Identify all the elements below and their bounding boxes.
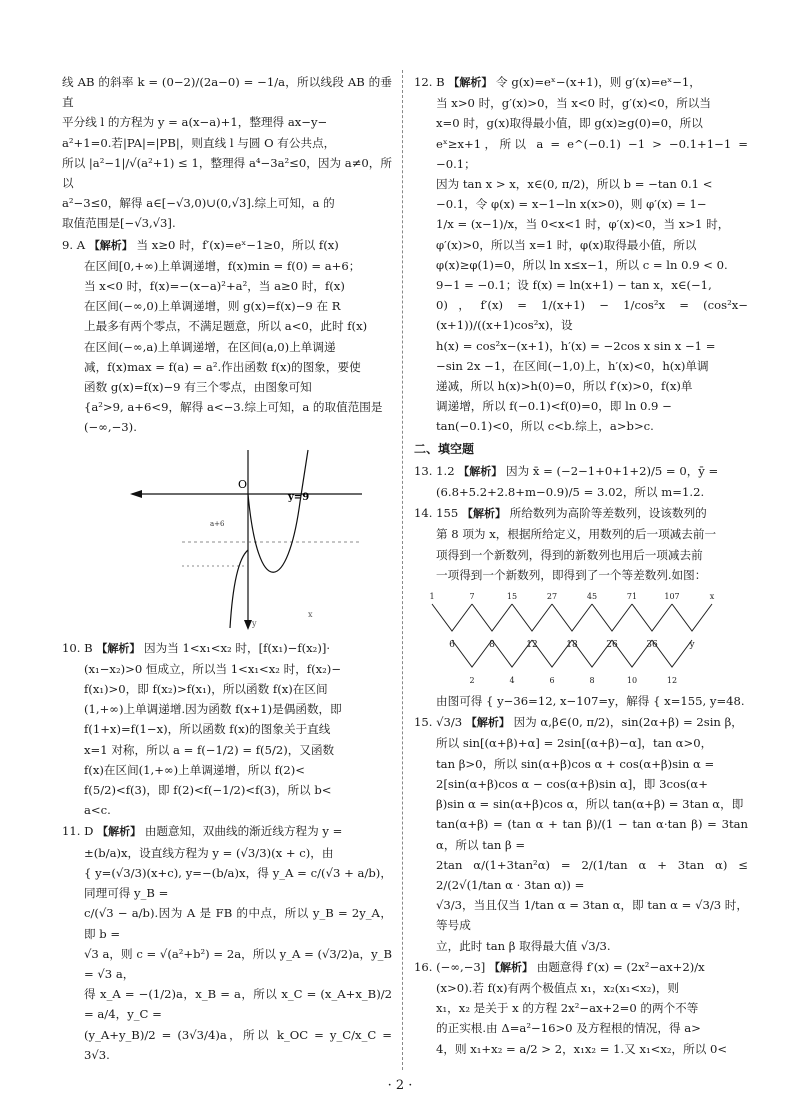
- sequence-value-r3: 6: [549, 676, 555, 686]
- text-line: 由图可得 { y−36=12, x−107=y，解得 { x=155, y=48.: [436, 694, 745, 709]
- text-line: { y=(√3/3)(x+c), y=−(b/a)x，得 y_A = c/(√3 + a/b)，同理可得 y_B =: [84, 865, 392, 901]
- answer-value: 1.2: [436, 463, 455, 478]
- difference-link: [452, 640, 492, 667]
- question-number: 16.: [414, 959, 433, 974]
- text-line: eˣ≥x+1，所以 a = e^(−0.1) −1 > −0.1+1−1 = −0.1；: [436, 136, 748, 171]
- q16-first-line: [414, 957, 748, 978]
- text-line: f(1+x)=f(1−x)，所以函数 f(x)的图象关于直线: [84, 722, 331, 737]
- text-line: φ′(x)>0，所以当 x=1 时，φ(x)取得最小值，所以: [436, 237, 697, 252]
- q15-first-line: [414, 712, 748, 733]
- sequence-value-r1: 107: [664, 592, 680, 602]
- function-graph: [62, 442, 382, 632]
- answer-value: 155: [436, 506, 459, 521]
- q8-continuation: [62, 72, 392, 234]
- text-line: 项得到一个新数列，得到的新数列也用后一项减去前: [436, 547, 703, 562]
- question-11: [62, 821, 392, 1064]
- text-line: c/(√3 − a/b).因为 A 是 FB 的中点，所以 y_B = 2y_A，即 b =: [84, 906, 392, 941]
- text-line: 令 g(x)=eˣ−(x+1)，则 g′(x)=eˣ−1，: [496, 75, 701, 89]
- text-line: (1,+∞)上单调递增.因为函数 f(x+1)是偶函数，即: [84, 702, 342, 717]
- text-line: √3/3，当且仅当 1/tan α = 3tan α，即 tan α = √3/3 时，等号成: [436, 898, 748, 933]
- question-number: 13.: [414, 463, 433, 478]
- right-column: [414, 72, 748, 1060]
- analysis-tag: 【解析】: [465, 716, 510, 730]
- analysis-tag: 【解析】: [489, 960, 534, 974]
- q10-first-line: [62, 638, 392, 659]
- text-line: 2tan α/(1+3tan²α) = 2/(1/tan α + 3tan α) ≤ 2/(2√(1/tan α · 3tan α)) =: [436, 857, 748, 892]
- text-line: 1/x = (x−1)/x，当 0<x<1 时，φ′(x)<0，当 x>1 时，: [436, 217, 730, 232]
- question-number: 10.: [62, 640, 81, 655]
- text-line: ±(b/a)x，设直线方程为 y = (√3/3)(x + c)，由: [84, 845, 334, 860]
- answer-letter: B: [84, 640, 93, 655]
- difference-link: [512, 604, 552, 631]
- text-line: 的正实根.由 Δ=a²−16>0 及方程根的情况，得 a>: [436, 1021, 701, 1036]
- sequence-value-r2: 36: [646, 640, 658, 651]
- text-line: β)sin α = sin(α+β)cos α，所以 tan(α+β) = 3tan α，即: [436, 797, 744, 812]
- answer-letter: A: [76, 237, 86, 252]
- q12-first-line: [414, 72, 748, 93]
- sequence-value-r3: 2: [469, 676, 475, 686]
- sequence-value-r3: 4: [509, 676, 515, 686]
- sequence-value-r1: 1: [429, 592, 435, 602]
- text-line: tan β>0，所以 sin(α+β)cos α + cos(α+β)sin α =: [436, 756, 715, 771]
- text-line: a²−3≤0，解得 a∈[−√3,0)∪(0,√3].综上可知，a 的: [62, 196, 335, 211]
- sequence-value-r1: x: [709, 592, 715, 602]
- left-column: [62, 72, 392, 1066]
- text-line: 4，则 x₁+x₂ = a/2 > 2，x₁x₂ = 1.又 x₁<x₂，所以 0<: [436, 1041, 728, 1056]
- text-line: 2[sin(α+β)cos α − cos(α+β)sin α]，即 3cos(α+: [436, 776, 708, 791]
- difference-link: [592, 604, 632, 631]
- difference-link: [432, 604, 472, 631]
- text-line: 因为 x̄ = (−2−1+0+1+2)/5 = 0，ȳ =: [505, 463, 719, 478]
- text-line: 由题意得 f′(x) = (2x²−ax+2)/x: [536, 959, 705, 974]
- question-number: 9.: [62, 237, 74, 252]
- text-line: 0)，f′(x) = 1/(x+1) − 1/cos²x = (cos²x−(x+1))/((x+1)cos²x)，设: [436, 298, 748, 333]
- question-number: 11.: [62, 824, 81, 839]
- text-line: h(x) = cos²x−(x+1)，h′(x) = −2cos x sin x −1 =: [436, 338, 716, 353]
- sequence-value-r1: 45: [586, 592, 598, 602]
- text-line: 9−1 = −0.1；设 f(x) = ln(x+1) − tan x，x∈(−1,: [436, 278, 712, 293]
- text-line: 第 8 项为 x，根据所给定义，用数列的后一项减去前一: [436, 527, 717, 542]
- text-line: 上最多有两个零点，不满足题意，所以 a<0，此时 f(x): [84, 319, 368, 334]
- text-line: 取值范围是[−√3,√3].: [62, 216, 176, 231]
- text-line: (x>0).若 f(x)有两个极值点 x₁，x₂(x₁<x₂)，则: [436, 980, 680, 995]
- q14-first-line: [414, 503, 748, 524]
- sequence-value-r1: 7: [469, 592, 475, 602]
- analysis-tag: 【解析】: [97, 825, 142, 839]
- q11-first-line: [62, 821, 392, 842]
- text-line: x=0 时，g(x)取得最小值，即 g(x)≥g(0)=0，所以: [436, 116, 703, 131]
- text-line: −0.1，令 φ(x) = x−1−ln x(x>0)，则 φ′(x) = 1−: [436, 197, 707, 212]
- sequence-value-r1: 15: [506, 592, 518, 602]
- question-number: 14.: [414, 506, 433, 521]
- difference-sequence-diagram: [414, 587, 734, 687]
- difference-link: [652, 640, 692, 667]
- text-line: −sin 2x −1，在区间(−1,0)上，h′(x)<0，h(x)单调: [436, 358, 709, 373]
- text-line: 立，此时 tan β 取得最大值 √3/3.: [436, 938, 611, 953]
- text-line: (y_A+y_B)/2 = (3√3/4)a，所以 k_OC = y_C/x_C = 3√3.: [84, 1027, 392, 1062]
- text-line: 当 x≥0 时，f′(x)=eˣ−1≥0，所以 f(x): [136, 237, 339, 252]
- question-10: [62, 638, 392, 821]
- section-heading: 二、填空题: [414, 441, 475, 456]
- page-number: · 2 ·: [387, 1078, 413, 1093]
- text-line: 当 x<0 时，f(x)=−(x−a)²+a²，当 a≥0 时，f(x): [84, 279, 345, 294]
- answer-letter: B: [436, 75, 445, 89]
- y-axis-label: y: [252, 618, 257, 628]
- text-line: tan(α+β) = (tan α + tan β)/(1 − tan α·tan β) = 3tan α，所以 tan β =: [436, 817, 748, 852]
- column-divider: [402, 70, 403, 1070]
- text-line: 一项得到一个新数列，即得到了一个等差数列.如图：: [436, 567, 707, 582]
- text-line: a<c.: [84, 803, 111, 818]
- text-line: 因为 tan x > x，x∈(0, π/2)，所以 b = −tan 0.1 <: [436, 177, 713, 192]
- text-line: tan(−0.1)<0，所以 c<b.综上，a>b>c.: [436, 419, 654, 434]
- left-branch-curve: [230, 550, 248, 628]
- text-line: (6.8+5.2+2.8+m−0.9)/5 = 3.02，所以 m=1.2.: [436, 485, 705, 500]
- text-line: f(5/2)<f(3)，即 f(2)<f(−1/2)<f(3)，所以 b<: [84, 783, 332, 798]
- text-line: 所以 |a²−1|/√(a²+1) ≤ 1，整理得 a⁴−3a²≤0，因为 a≠0，所以: [62, 155, 392, 191]
- analysis-tag: 【解析】: [96, 641, 141, 655]
- text-line: 由题意知，双曲线的渐近线方程为 y =: [144, 824, 343, 839]
- text-line: √3 a，则 c = √(a²+b²) = 2a，所以 y_A = (√3/2)a，y_B = √3 a，: [84, 946, 392, 981]
- sequence-value-r1: 71: [626, 592, 638, 602]
- text-line: x=1 对称，所以 a = f(−1/2) = f(5/2)，又函数: [84, 742, 335, 757]
- sequence-value-r2: 26: [606, 640, 618, 651]
- sequence-value-r2: y: [689, 640, 695, 651]
- text-line: 因为当 1<x₁<x₂ 时，[f(x₁)−f(x₂)]·: [144, 640, 331, 655]
- sequence-value-r3: 8: [589, 676, 595, 686]
- analysis-tag: 【解析】: [88, 238, 133, 252]
- text-line: 因为 α,β∈(0, π/2)，sin(2α+β) = 2sin β，: [513, 715, 743, 730]
- text-line: 所以 sin[(α+β)+α] = 2sin[(α+β)−α]，tan α>0，: [436, 736, 713, 751]
- difference-link: [472, 604, 512, 631]
- text-line: f(x)在区间(1,+∞)上单调递增，所以 f(2)<: [84, 762, 306, 777]
- question-9: [62, 235, 392, 438]
- answer-value: √3/3: [436, 715, 463, 730]
- difference-link: [672, 604, 712, 631]
- question-12: [414, 72, 748, 437]
- sequence-value-r2: 8: [489, 640, 495, 651]
- text-line: x₁，x₂ 是关于 x 的方程 2x²−ax+2=0 的两个不等: [436, 1001, 699, 1016]
- y9-label: y=9: [288, 491, 310, 503]
- difference-link: [632, 604, 672, 631]
- function-graph-figure: [62, 442, 382, 632]
- y-axis-arrow: [244, 620, 252, 630]
- question-number: 15.: [414, 715, 433, 730]
- text-line: f(x₁)>0，即 f(x₂)>f(x₁)，所以函数 f(x)在区间: [84, 682, 328, 697]
- text-line: (x₁−x₂)>0 恒成立，所以当 1<x₁<x₂ 时，f(x₂)−: [84, 661, 342, 676]
- text-line: a²+1=0.若|PA|=|PB|，则直线 l 与圆 O 有公共点，: [62, 135, 336, 150]
- sequence-value-r1: 27: [546, 592, 558, 602]
- difference-link: [552, 604, 592, 631]
- question-14: [414, 503, 748, 711]
- text-line: 减，f(x)max = f(a) = a².作出函数 f(x)的图象，要使: [84, 359, 361, 374]
- question-16: [414, 957, 748, 1059]
- right-branch-curve: [248, 450, 308, 572]
- answer-value: (−∞,−3]: [436, 959, 486, 974]
- text-line: 得 x_A = −(1/2)a，x_B = a，所以 x_C = (x_A+x_B)/2 = a/4，y_C =: [84, 987, 392, 1022]
- text-line: 平分线 l 的方程为 y = a(x−a)+1，整理得 ax−y−: [62, 115, 328, 130]
- sequence-value-r3: 12: [666, 676, 678, 686]
- text-line: 在区间(−∞,a)上单调递增，在区间(a,0)上单调递: [84, 339, 336, 354]
- text-line: {a²>9, a+6<9，解得 a<−3.综上可知，a 的取值范围是: [84, 400, 383, 415]
- sequence-value-r2: 18: [566, 640, 578, 651]
- question-number: 12.: [414, 75, 433, 89]
- origin-label: O: [238, 477, 248, 491]
- text-line: 在区间(−∞,0)上单调递增，则 g(x)=f(x)−9 在 R: [84, 299, 341, 314]
- analysis-tag: 【解析】: [461, 507, 506, 521]
- sequence-value-r2: 6: [449, 640, 455, 651]
- text-line: 递减，所以 h(x)>h(0)=0，所以 f′(x)>0，f(x)单: [436, 379, 693, 394]
- q13-first-line: [414, 461, 748, 482]
- analysis-tag: 【解析】: [458, 464, 503, 478]
- sequence-zigzag: [414, 587, 734, 687]
- text-line: 调递增，所以 f(−0.1)<f(0)=0，即 ln 0.9 −: [436, 399, 672, 414]
- question-15: [414, 712, 748, 955]
- q9-first-line: [62, 235, 392, 256]
- text-line: (−∞,−3).: [84, 420, 137, 435]
- x-axis-arrow: [130, 490, 142, 498]
- a6-label: a+6: [210, 519, 225, 528]
- sequence-value-r3: 10: [626, 676, 638, 686]
- text-line: 所给数列为高阶等差数列，设该数列的: [509, 506, 707, 521]
- x-axis-label: x: [308, 609, 313, 619]
- text-line: φ(x)≥φ(1)=0，所以 ln x≤x−1，所以 c = ln 0.9 < 0.: [436, 257, 728, 272]
- question-13: [414, 461, 748, 502]
- sequence-value-r2: 12: [526, 640, 538, 651]
- text-line: 在区间[0,+∞)上单调递增，f(x)min = f(0) = a+6；: [84, 258, 361, 273]
- answer-letter: D: [84, 824, 94, 839]
- text-line: 线 AB 的斜率 k = (0−2)/(2a−0) = −1/a，所以线段 AB 的垂直: [62, 75, 392, 110]
- text-line: 函数 g(x)=f(x)−9 有三个零点，由图象可知: [84, 380, 312, 395]
- analysis-tag: 【解析】: [448, 76, 493, 89]
- text-line: 当 x>0 时，g′(x)>0，当 x<0 时，g′(x)<0，所以当: [436, 96, 711, 111]
